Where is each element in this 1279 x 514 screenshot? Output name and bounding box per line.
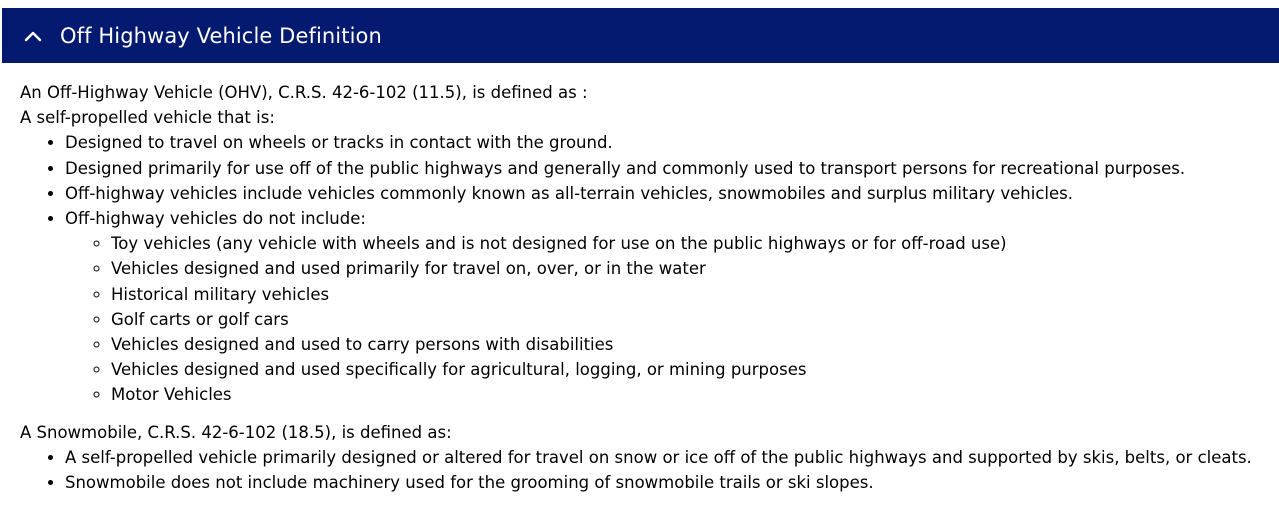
list-item: ◦ Motor Vehicles — [111, 382, 1279, 407]
list-item: ◦ Toy vehicles (any vehicle with wheels and is not designed for use on the public highways or for off-road use) — [111, 231, 1279, 256]
ohv-intro: An Off-Highway Vehicle (OHV), C.R.S. 42-6-102 (11.5), is defined as : — [20, 83, 588, 102]
list-item: ◦ Vehicles designed and used primarily for travel on, over, or in the water — [111, 256, 1279, 281]
list-item: • Snowmobile does not include machinery used for the grooming of snowmobile trails or ski slopes. — [65, 470, 1279, 495]
exclusions-label: Off-highway vehicles do not include: — [65, 209, 366, 229]
list-item: ◦ Vehicles designed and used to carry persons with disabilities — [111, 332, 1279, 357]
snowmobile-intro: A Snowmobile, C.R.S. 42-6-102 (18.5), is defined as: — [20, 422, 452, 442]
list-item: ◦ Vehicles designed and used specifically for agricultural, logging, or mining purposes — [111, 357, 1279, 382]
accordion-title: Off Highway Vehicle Definition — [60, 23, 382, 48]
chevron-up-icon[interactable] — [22, 25, 44, 47]
list-item: • Off-highway vehicles include vehicles commonly known as all-terrain vehicles, snowmobiles and surplus military vehicles. — [65, 181, 1279, 206]
accordion-header[interactable] — [2, 8, 1279, 63]
list-item: • Designed to travel on wheels or tracks in contact with the ground. — [65, 130, 1279, 155]
list-item: • Designed primarily for use off of the public highways and generally and commonly used to transport persons for recreational purposes. — [65, 156, 1279, 181]
list-item: ◦ Golf carts or golf cars — [111, 307, 1279, 332]
snowmobile-criteria-list — [20, 445, 1279, 495]
list-item: • A self-propelled vehicle primarily designed or altered for travel on snow or ice off of the public highways and supported by skis, belts, or cleats. — [65, 445, 1279, 470]
ohv-exclusions-list — [65, 231, 1279, 407]
list-item-exclusions — [65, 206, 1279, 408]
accordion-body — [2, 63, 1279, 495]
ohv-definition-accordion — [2, 8, 1279, 495]
ohv-lead: A self-propelled vehicle that is: — [20, 108, 275, 128]
ohv-criteria-list — [20, 130, 1279, 407]
list-item: ◦ Historical military vehicles — [111, 282, 1279, 307]
